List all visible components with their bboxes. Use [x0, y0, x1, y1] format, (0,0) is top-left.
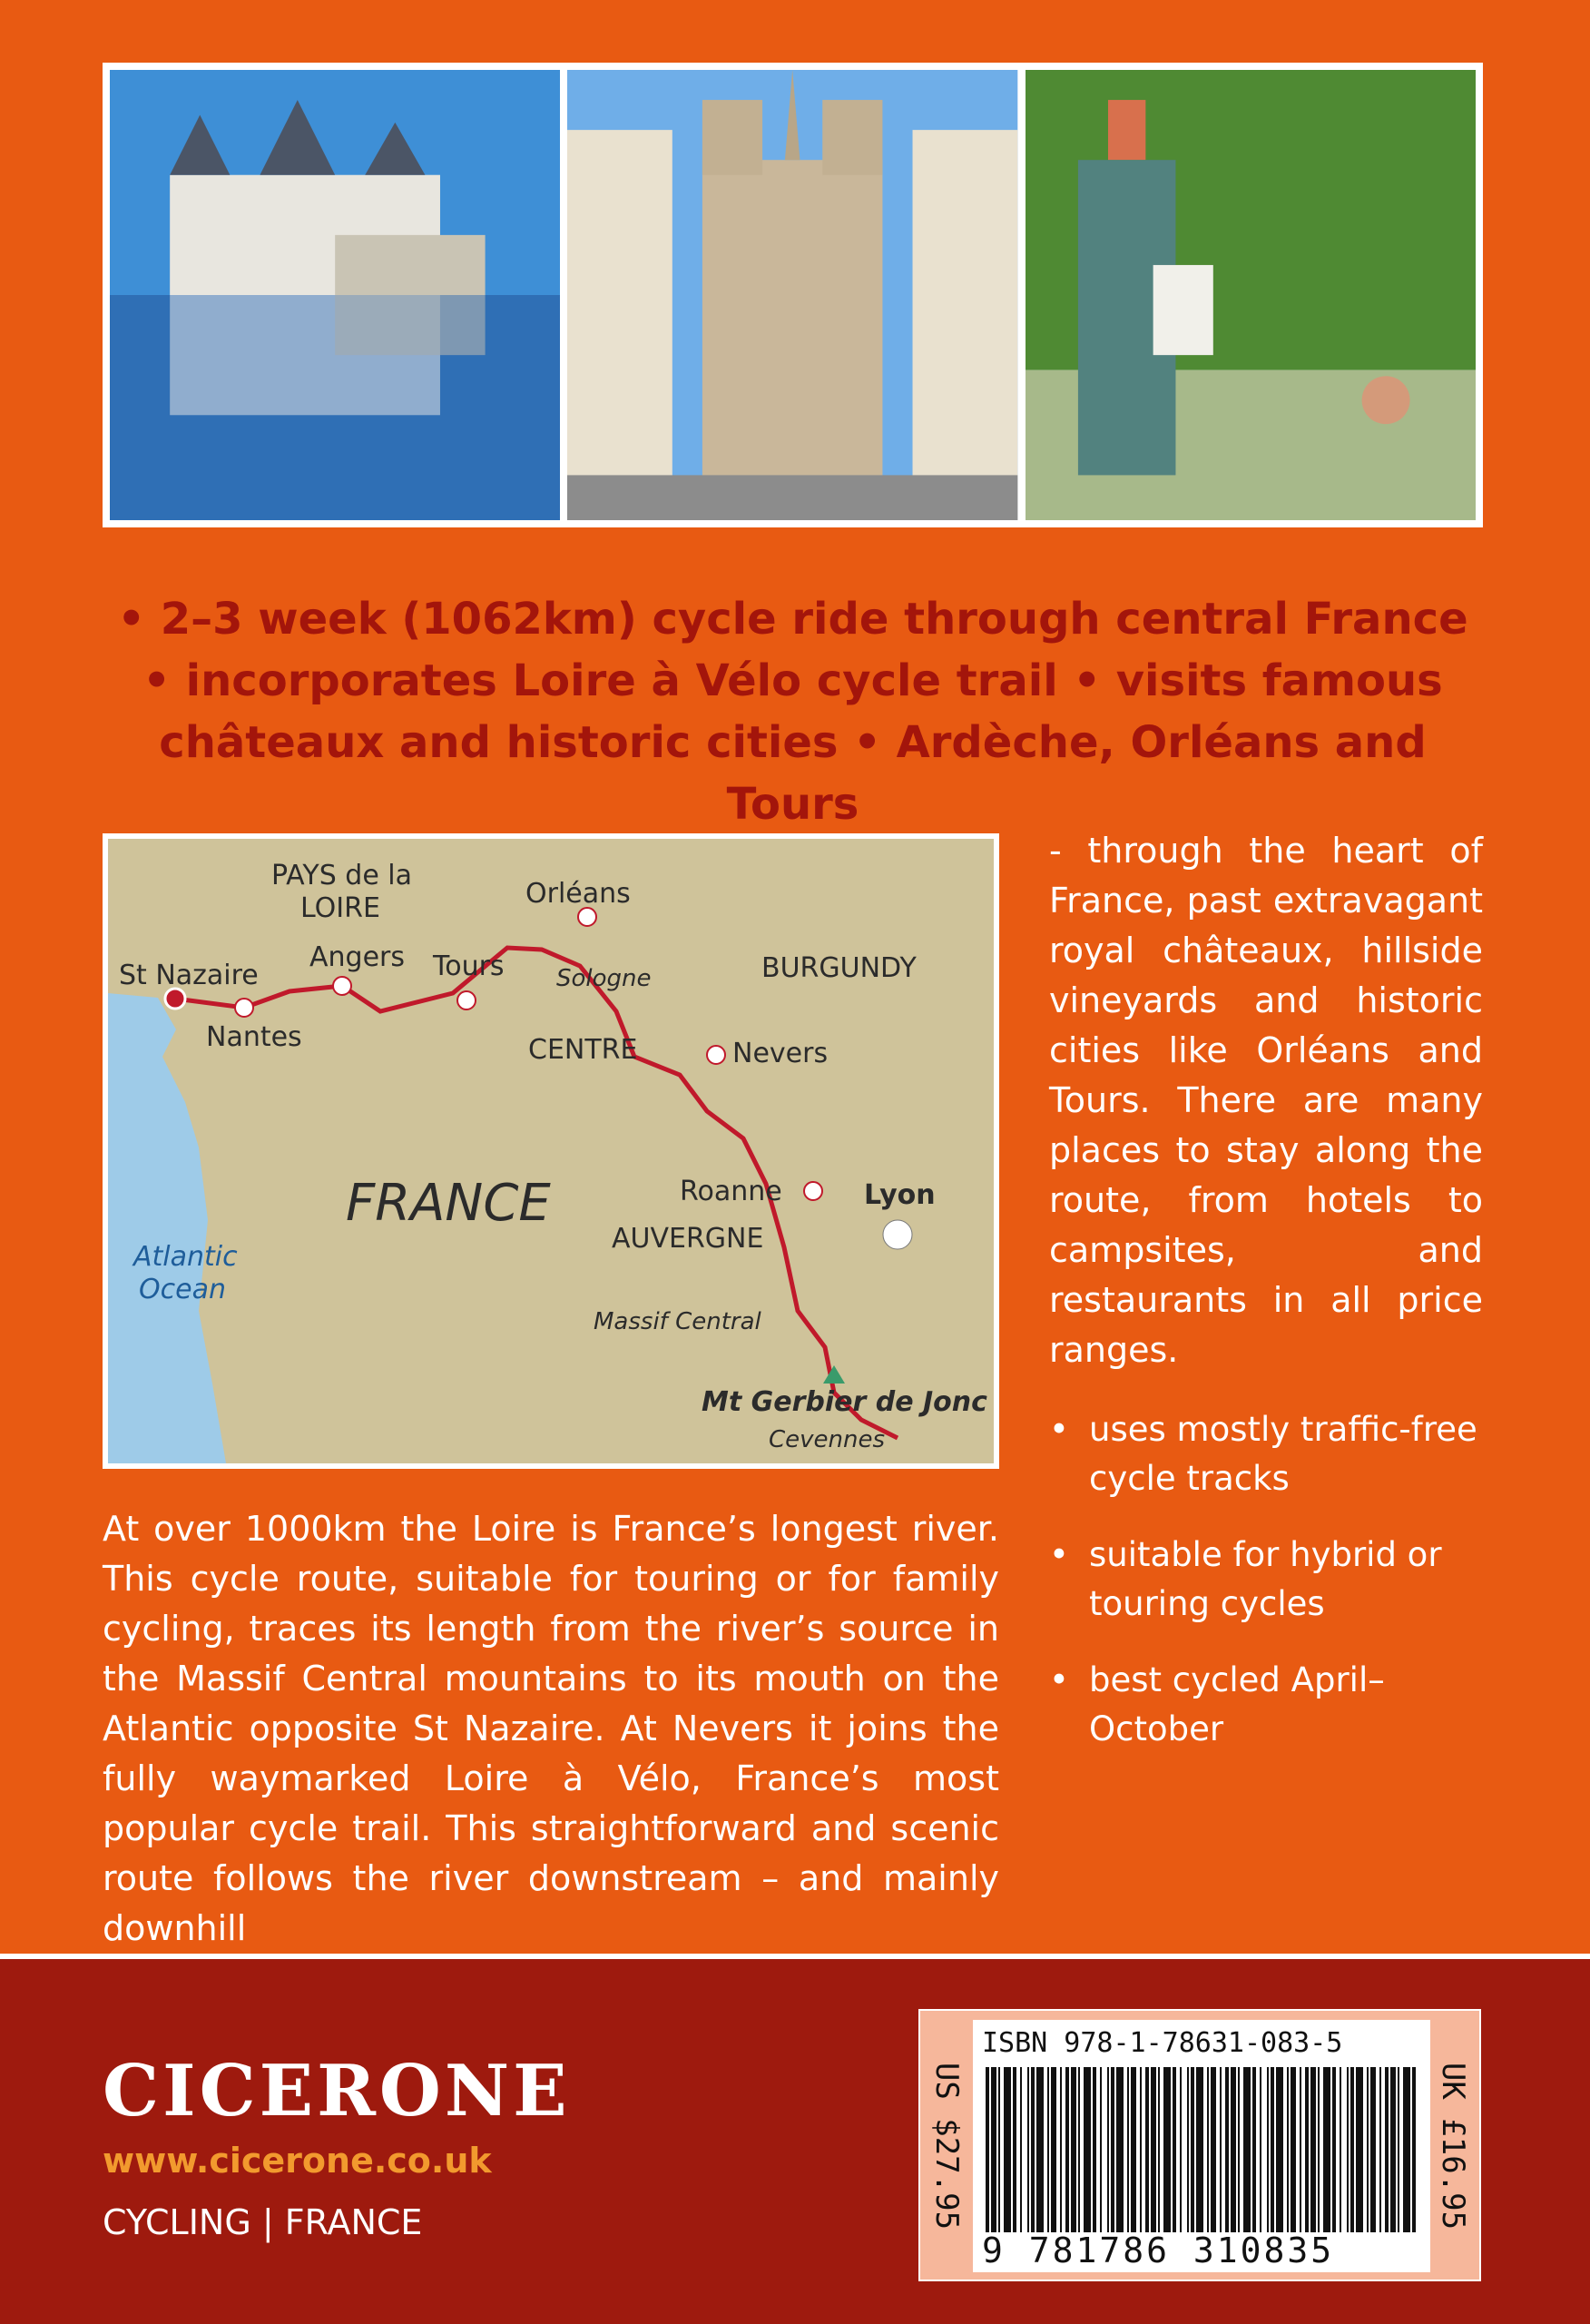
cicerone-logo: CICERONE — [103, 2050, 571, 2132]
barcode-bar — [1260, 2067, 1261, 2232]
route-map — [103, 833, 999, 1469]
main-description: At over 1000km the Loire is France’s longest river. This cycle route, suitable for touring or for family cycling, traces its length from the river’s source in the Massif Central mountains to its mouth on the Atlantic opposite St Nazaire. At Nevers it joins the fully waymarked Loire à Vélo, France’s most popular cycle trail. This straightforward and scenic route follows the river downstream – and mainly downhill — [103, 1509, 999, 1948]
price-us-text: US $27.95 — [928, 2062, 966, 2230]
barcode-bar — [1220, 2067, 1222, 2232]
barcode-bar — [1267, 2067, 1269, 2232]
place-mt-gerbier: Mt Gerbier de Jonc — [702, 1386, 987, 1418]
barcode-bar — [1027, 2067, 1029, 2232]
place-angers: Angers — [309, 941, 405, 973]
barcode-bar — [1403, 2067, 1410, 2232]
barcode-bar — [1131, 2067, 1136, 2232]
chateau-photo — [110, 70, 560, 520]
barcode-bar — [1084, 2067, 1091, 2232]
barcode-bar — [1145, 2067, 1149, 2232]
place-tours: Tours — [433, 950, 505, 982]
st-nazaire-marker — [165, 989, 185, 1009]
barcode-bar — [1187, 2067, 1189, 2232]
barcode-bar — [991, 2067, 996, 2232]
barcode-bar — [1211, 2067, 1216, 2232]
tagline-line-3: châteaux and historic cities • Ardèche, Orléans and Tours — [159, 717, 1427, 830]
tagline-line-1: • 2–3 week (1062km) cycle ride through central France — [117, 594, 1468, 645]
region-pays-line-2: LOIRE — [300, 892, 380, 924]
nantes-marker — [235, 999, 253, 1017]
place-cevennes: Cevennes — [769, 1426, 886, 1453]
place-st-nazaire: St Nazaire — [119, 960, 259, 991]
barcode-bar — [1340, 2067, 1341, 2232]
region-france: FRANCE — [346, 1174, 551, 1233]
photo-strip — [103, 63, 1483, 527]
barcode-bar — [1379, 2067, 1381, 2232]
barcode-bar — [1047, 2067, 1049, 2232]
side-text: - through the heart of France, past extravagant royal châteaux, hillside vineyards and historic cities like Orléans and Tours. There are many places to stay along the route, from hotels to campsites, and restaurants in all price ranges. — [1049, 831, 1483, 1370]
barcode-bar — [1347, 2067, 1349, 2232]
wine-bottle-photo — [1026, 70, 1476, 520]
region-centre: CENTRE — [528, 1034, 638, 1066]
place-sologne: Sologne — [556, 965, 652, 992]
barcode-bar — [986, 2067, 989, 2232]
barcode-bar — [1051, 2067, 1056, 2232]
angers-marker — [333, 977, 351, 995]
barcode-bar — [1151, 2067, 1156, 2232]
barcode-bar — [1071, 2067, 1076, 2232]
place-orleans: Orléans — [525, 878, 631, 910]
barcode-bar — [1276, 2067, 1283, 2232]
ocean-line-2: Ocean — [139, 1274, 226, 1305]
barcode-bar — [1356, 2067, 1363, 2232]
ocean-line-1: Atlantic — [133, 1241, 238, 1273]
barcode-bar — [1367, 2067, 1369, 2232]
nevers-marker — [707, 1046, 725, 1064]
barcode-bar — [1111, 2067, 1114, 2232]
barcode-bar — [1060, 2067, 1062, 2232]
feature-list — [1049, 1405, 1483, 1781]
barcode-bar — [1310, 2067, 1316, 2232]
orleans-marker — [578, 908, 596, 926]
barcode-bar — [1107, 2067, 1109, 2232]
barcode-bar — [1225, 2067, 1229, 2232]
barcode-bar — [1385, 2067, 1389, 2232]
barcode-bar — [1100, 2067, 1102, 2232]
feature-item: • best cycled April–October — [1049, 1656, 1483, 1754]
barcode-bar — [1078, 2067, 1080, 2232]
barcode-bar — [1127, 2067, 1129, 2232]
barcode-bar — [1390, 2067, 1396, 2232]
roanne-marker — [804, 1182, 822, 1200]
barcode-bar — [1031, 2067, 1035, 2232]
lyon-marker — [883, 1220, 912, 1249]
region-auvergne: AUVERGNE — [612, 1223, 764, 1255]
barcode-bar — [1350, 2067, 1354, 2232]
place-roanne: Roanne — [680, 1176, 782, 1207]
barcode-bar — [1180, 2067, 1182, 2232]
barcode-bar — [1173, 2067, 1176, 2232]
region-pays-line-1: PAYS de la — [271, 860, 413, 891]
website-link[interactable]: www.cicerone.co.uk — [103, 2141, 492, 2181]
barcode-bar — [1013, 2067, 1016, 2232]
barcode-bar — [1163, 2067, 1171, 2232]
price-uk — [1427, 2020, 1479, 2272]
barcode-bar — [998, 2067, 1000, 2232]
barcode-bar — [1093, 2067, 1096, 2232]
barcode-bar — [1252, 2067, 1256, 2232]
place-lyon: Lyon — [864, 1179, 936, 1211]
feature-item: • uses mostly traffic-free cycle tracks — [1049, 1405, 1483, 1503]
barcode-bar — [1004, 2067, 1011, 2232]
price-uk-text: UK £16.95 — [1435, 2062, 1472, 2230]
barcode-bar — [1332, 2067, 1336, 2232]
barcode-panel — [918, 2009, 1481, 2281]
barcode-bar — [1287, 2067, 1289, 2232]
barcode-bar — [1300, 2067, 1301, 2232]
barcode-bars — [982, 2067, 1421, 2232]
barcode-bar — [1116, 2067, 1124, 2232]
isbn-text: ISBN 978-1-78631-083-5 — [982, 2027, 1343, 2059]
barcode-bar — [1398, 2067, 1399, 2232]
price-us — [920, 2020, 973, 2272]
barcode-bar — [1196, 2067, 1203, 2232]
barcode-digits: 9 781786 310835 — [982, 2230, 1335, 2270]
place-nevers: Nevers — [732, 1038, 829, 1069]
barcode-bar — [1291, 2067, 1296, 2232]
barcode-bar — [1271, 2067, 1274, 2232]
feature-item: • suitable for hybrid or touring cycles — [1049, 1531, 1483, 1629]
barcode-bar — [1323, 2067, 1330, 2232]
barcode-bar — [1412, 2067, 1416, 2232]
barcode-bar — [1370, 2067, 1376, 2232]
region-burgundy: BURGUNDY — [761, 952, 917, 984]
barcode-bar — [1231, 2067, 1236, 2232]
barcode-bar — [1191, 2067, 1194, 2232]
map-land — [108, 839, 994, 1463]
barcode-bar — [1020, 2067, 1022, 2232]
cathedral-photo — [567, 70, 1017, 520]
barcode-bar — [1065, 2067, 1069, 2232]
barcode-bar — [1140, 2067, 1142, 2232]
barcode-bar — [1036, 2067, 1044, 2232]
place-massif-central: Massif Central — [594, 1308, 761, 1335]
barcode-bar — [1318, 2067, 1320, 2232]
tagline — [103, 588, 1483, 835]
place-nantes: Nantes — [206, 1021, 302, 1053]
barcode-bar — [1158, 2067, 1160, 2232]
barcode-bar — [1207, 2067, 1209, 2232]
barcode — [973, 2020, 1430, 2272]
tours-marker — [457, 991, 476, 1009]
category-label: CYCLING | FRANCE — [103, 2202, 423, 2242]
barcode-bar — [1243, 2067, 1251, 2232]
barcode-bar — [1305, 2067, 1309, 2232]
barcode-bar — [1238, 2067, 1240, 2232]
tagline-line-2: • incorporates Loire à Vélo cycle trail • visits famous — [142, 655, 1443, 706]
